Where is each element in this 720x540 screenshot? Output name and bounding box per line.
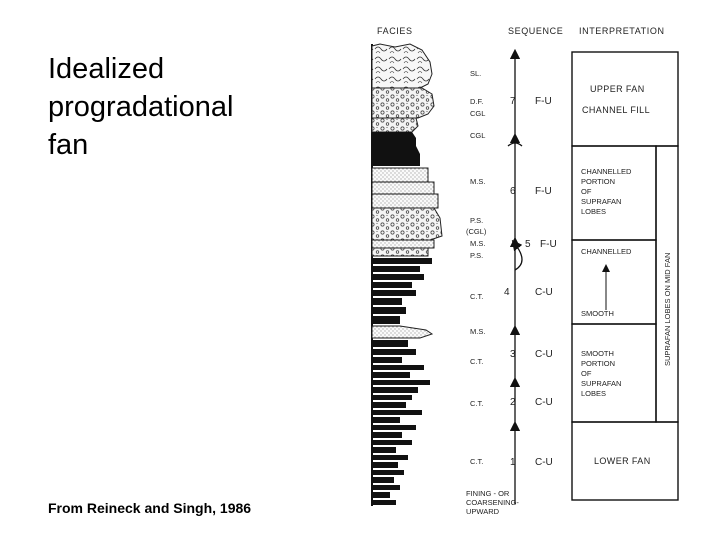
sequence-number: 4 (504, 287, 510, 298)
sequence-number: 7 (510, 96, 516, 107)
sequence-trend: F-U (540, 239, 557, 250)
facies-header: FACIES (377, 26, 413, 36)
facies-label: C.T. (470, 357, 484, 366)
facies-label: P.S. (470, 216, 484, 225)
conglomerate-layer-upper (372, 118, 418, 132)
facies-label: M.S. (470, 239, 486, 248)
channelled-portion-line: CHANNELLED (581, 167, 632, 176)
channelled-portion-line: OF (581, 187, 592, 196)
smooth-portion-line: OF (581, 369, 592, 378)
channelled-portion-line: SUPRAFAN (581, 197, 622, 206)
conglomerate-layer-black (372, 132, 420, 166)
fan-sequence-figure (360, 14, 690, 514)
facies-label: C.T. (470, 399, 484, 408)
facies-label: CGL (470, 109, 486, 118)
sequence-number: 5 (525, 239, 531, 250)
facies-label: SL. (470, 69, 482, 78)
sequence-trend: F-U (535, 186, 552, 197)
channel-fill-label: CHANNEL FILL (582, 105, 650, 115)
facies-label: C.T. (470, 457, 484, 466)
facies-label: C.T. (470, 292, 484, 301)
lower-fan-label: LOWER FAN (594, 456, 651, 466)
sequence-trend: C-U (535, 287, 553, 298)
smooth-portion-line: SUPRAFAN (581, 379, 622, 388)
facies-label: P.S. (470, 251, 484, 260)
interpretation-labels (581, 84, 672, 466)
sequence-trend: F-U (535, 96, 552, 107)
smooth-portion-line: LOBES (581, 389, 607, 398)
facies-labels (466, 69, 487, 466)
slide-title: Idealized progradational fan (48, 53, 234, 161)
slump-layer (372, 44, 432, 88)
citation: From Reineck and Singh, 1986 (48, 500, 252, 516)
upper-fan-label: UPPER FAN (590, 84, 645, 94)
sequence-trend: C-U (535, 397, 553, 408)
sequence-number: 3 (510, 349, 516, 360)
turbidite-beds-lower (372, 340, 430, 505)
channelled-label: CHANNELLED (581, 247, 632, 256)
sequence-trend: C-U (535, 457, 553, 468)
fining-label-line: FINING - OR (466, 489, 510, 498)
massive-sandstone-bed-4 (372, 240, 434, 248)
smooth-portion-line: PORTION (581, 359, 616, 368)
fining-label-line: COARSENING- (466, 498, 519, 507)
fining-coarsening-label (466, 489, 519, 514)
fining-label-line: UPWARD (466, 507, 500, 514)
massive-sandstone-bed-2 (372, 182, 434, 194)
sequence-number: 1 (510, 457, 516, 468)
sequence-labels (504, 96, 557, 468)
smooth-portion-line: SMOOTH (581, 349, 614, 358)
sequence-trend: C-U (535, 349, 553, 360)
facies-label: M.S. (470, 177, 486, 186)
channelled-portion-line: PORTION (581, 177, 616, 186)
turbidite-beds-upper (372, 258, 432, 324)
pebbly-sandstone-bed-2 (372, 248, 428, 256)
sequence-number: 6 (510, 186, 516, 197)
fan-sequence-diagram (360, 14, 690, 514)
interpretation-header: INTERPRETATION (579, 26, 665, 36)
massive-sandstone-bed-3 (372, 194, 438, 208)
pebbly-sandstone-layer (372, 208, 442, 240)
facies-label: (CGL) (466, 227, 487, 236)
facies-label: D.F. (470, 97, 484, 106)
sequence-arrows (508, 54, 522, 504)
facies-label: CGL (470, 131, 486, 140)
massive-sandstone-bed-1 (372, 168, 428, 182)
smooth-label: SMOOTH (581, 309, 614, 318)
massive-sandstone-lens (372, 326, 432, 338)
sequence-header: SEQUENCE (508, 26, 564, 36)
facies-label: M.S. (470, 327, 486, 336)
suprafan-side-label: SUPRAFAN LOBES ON MID FAN (663, 252, 672, 366)
sequence-number: 2 (510, 397, 516, 408)
debris-flow-layer (372, 88, 434, 118)
channelled-portion-line: LOBES (581, 207, 607, 216)
